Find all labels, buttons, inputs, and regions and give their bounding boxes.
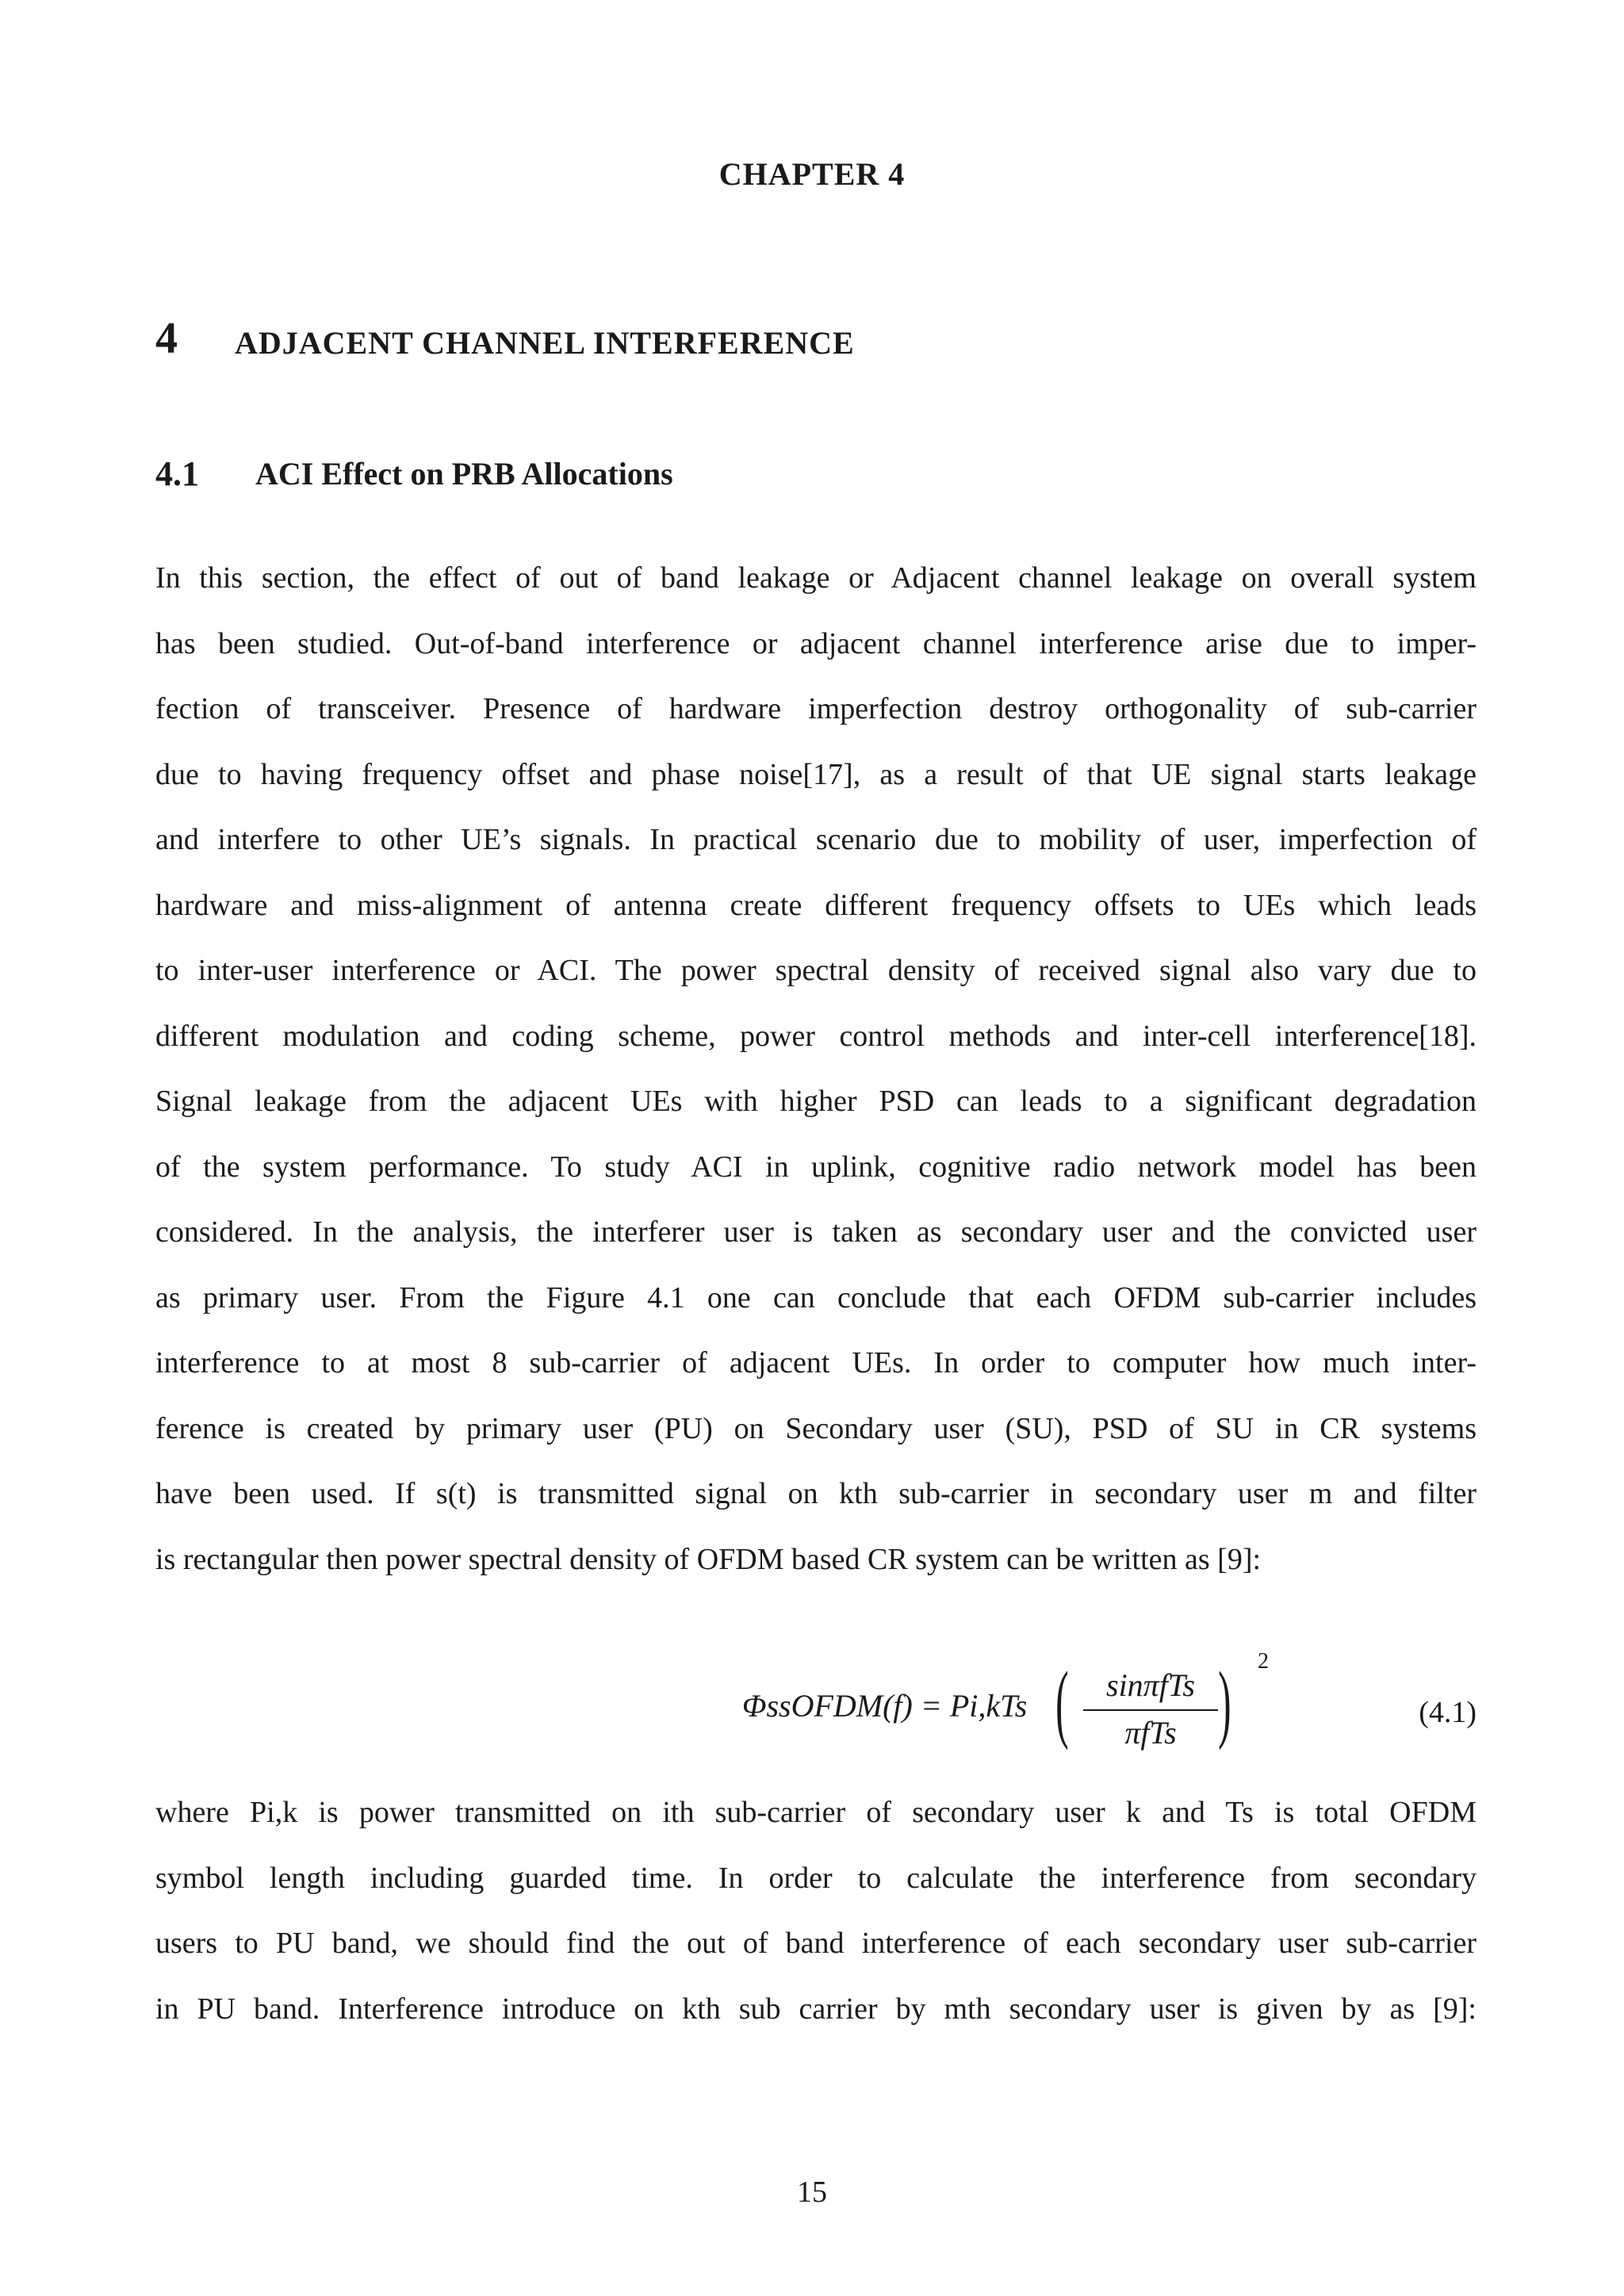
text-line: to inter-user interference or ACI. The power spectral density of received signal also vary due to bbox=[155, 954, 1477, 987]
equation-body bbox=[584, 1649, 1269, 1776]
text-line: In this section, the effect of out of band leakage or Adjacent channel leakage on overall system bbox=[155, 561, 1477, 595]
text-line: Signal leakage from the adjacent UEs with higher PSD can leads to a significant degradation bbox=[155, 1085, 1477, 1118]
text-line: has been studied. Out-of-band interference or adjacent channel interference arise due to imper- bbox=[155, 626, 1477, 660]
equation-4-1 bbox=[155, 1649, 1477, 1776]
equation-lhs: ΦssOFDM(f) = Pi,kTs bbox=[742, 1688, 1028, 1724]
text-line: and interfere to other UE’s signals. In practical scenario due to mobility of user, imperfection of bbox=[155, 823, 1477, 856]
text-line: where Pi,k is power transmitted on ith sub-carrier of secondary user k and Ts is total OFDM bbox=[155, 1796, 1477, 1829]
left-parenthesis: ( bbox=[1055, 1654, 1069, 1751]
text-line: different modulation and coding scheme, power control methods and inter-cell interference[18]. bbox=[155, 1019, 1477, 1053]
chapter-number: 4 bbox=[155, 314, 178, 363]
text-line: ference is created by primary user (PU) on Secondary user (SU), PSD of SU in CR systems bbox=[155, 1411, 1477, 1445]
text-line: in PU band. Interference introduce on kth sub carrier by mth secondary user is given by as [9]: bbox=[155, 1992, 1477, 2026]
section-number: 4.1 bbox=[155, 454, 199, 493]
text-line: users to PU band, we should find the out of band interference of each secondary user sub-carrier bbox=[155, 1927, 1477, 1960]
text-line: fection of transceiver. Presence of hardware imperfection destroy orthogonality of sub-carrier bbox=[155, 692, 1477, 725]
right-parenthesis: ) bbox=[1218, 1654, 1231, 1751]
text-line: is rectangular then power spectral density of OFDM based CR system can be written as [9]: bbox=[155, 1542, 1262, 1576]
equation-fraction bbox=[1083, 1667, 1218, 1754]
paragraph-intro bbox=[155, 545, 1477, 1592]
text-line: symbol length including guarded time. In order to calculate the interference from secondary bbox=[155, 1861, 1477, 1895]
chapter-label: CHAPTER 4 bbox=[718, 156, 906, 192]
equation-number: (4.1) bbox=[1419, 1696, 1477, 1729]
page-number: 15 bbox=[797, 2175, 827, 2209]
equation-exponent: 2 bbox=[1258, 1649, 1269, 1674]
text-line: of the system performance. To study ACI in uplink, cognitive radio network model has been bbox=[155, 1150, 1477, 1184]
text-line: due to having frequency offset and phase noise[17], as a result of that UE signal starts leakage bbox=[155, 757, 1477, 791]
chapter-heading bbox=[155, 313, 1503, 370]
section-title: ACI Effect on PRB Allocations bbox=[255, 456, 673, 492]
fraction-numerator: sinπfTs bbox=[1106, 1667, 1195, 1703]
text-line: have been used. If s(t) is transmitted signal on kth sub-carrier in secondary user m and filter bbox=[155, 1477, 1477, 1510]
text-line: considered. In the analysis, the interferer user is taken as secondary user and the convicted user bbox=[155, 1215, 1477, 1249]
text-line: as primary user. From the Figure 4.1 one can conclude that each OFDM sub-carrier includes bbox=[155, 1280, 1477, 1314]
text-line: hardware and miss-alignment of antenna create different frequency offsets to UEs which leads bbox=[155, 888, 1477, 922]
fraction-denominator: πfTs bbox=[1124, 1715, 1177, 1751]
text-line: interference to at most 8 sub-carrier of adjacent UEs. In order to computer how much inter- bbox=[155, 1346, 1477, 1380]
section-heading bbox=[155, 453, 1503, 498]
fraction-bar bbox=[1083, 1709, 1218, 1711]
paragraph-after-equation bbox=[155, 1780, 1477, 2042]
chapter-title: ADJACENT CHANNEL INTERFERENCE bbox=[235, 325, 855, 361]
